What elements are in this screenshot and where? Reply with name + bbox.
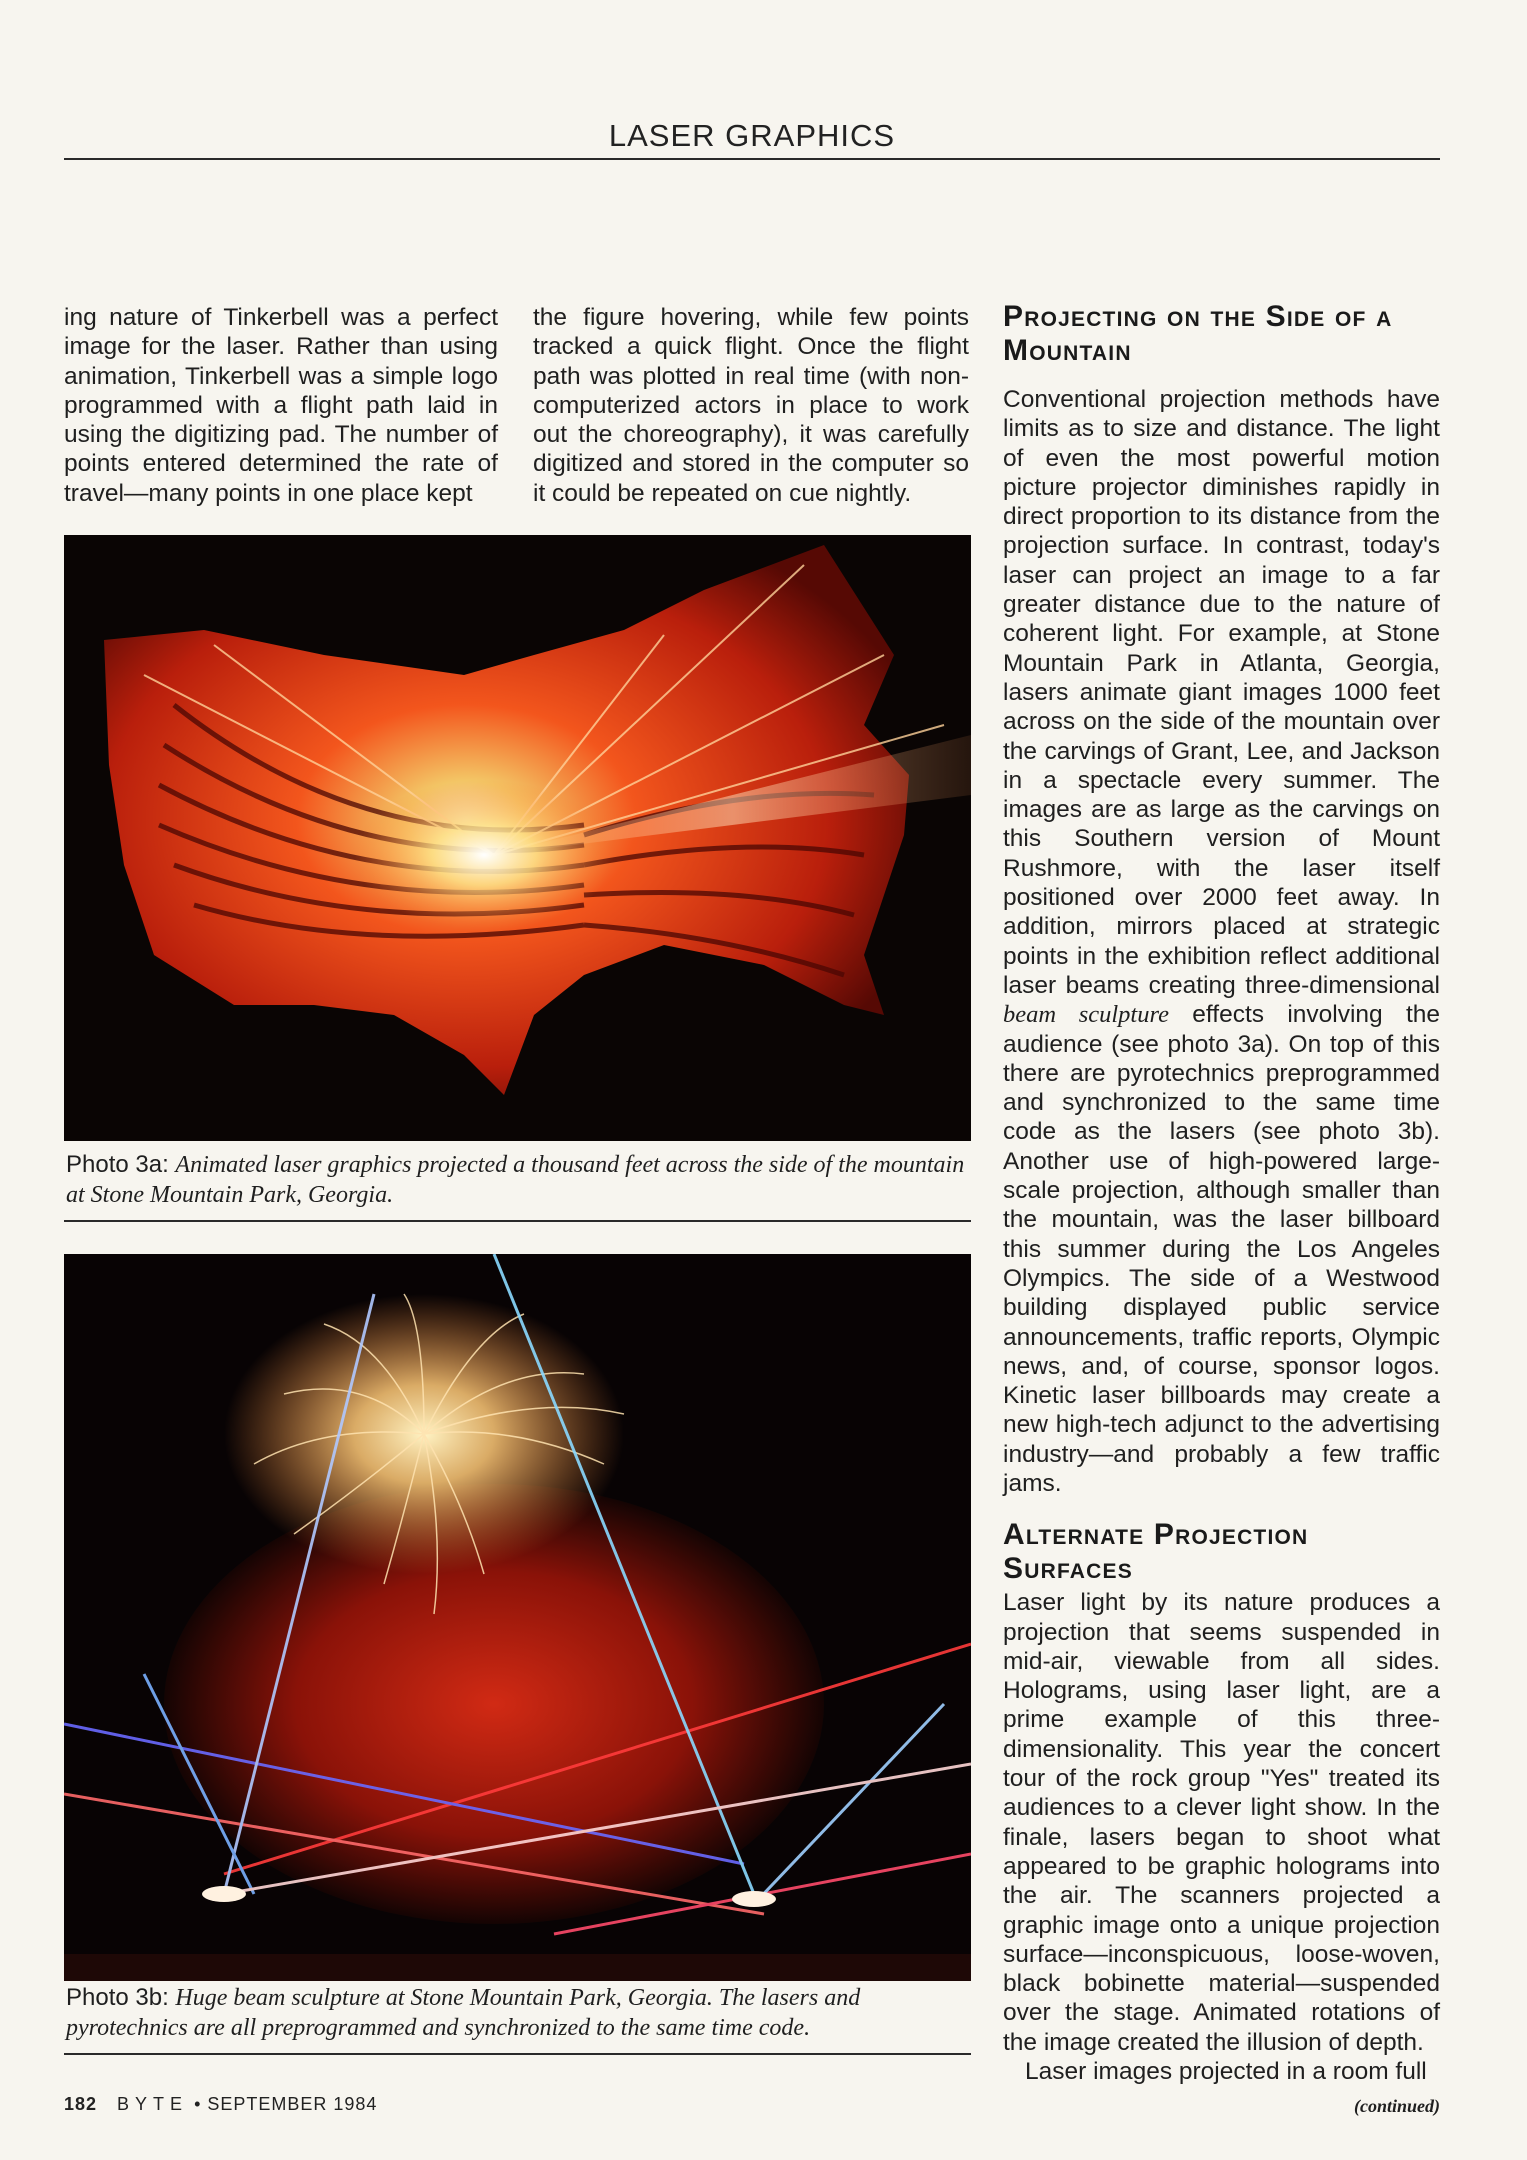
running-header: LASER GRAPHICS <box>608 118 896 153</box>
beam-sculpture-term: beam sculpture <box>1003 1001 1169 1029</box>
continued-note: (continued) <box>1353 2096 1440 2117</box>
photo-3a-caption-text: Animated laser graphics projected a thousand feet across the side of the mountain at Stone Mountain Park, Georgia. <box>66 1152 965 1208</box>
magazine-name: BYTE <box>117 2094 189 2114</box>
issue-date: SEPTEMBER 1984 <box>207 2094 378 2114</box>
column-2-text: the figure hovering, while few points tracked a quick flight. Once the flight path was plotted in real time (with non-computerized actors in place to work out the choreography), it was carefully digitized and stored in the computer so it could be repeated on cue nightly. <box>533 304 969 507</box>
photo-3a-rule <box>64 1220 971 1222</box>
photo-3a-label: Photo 3a: <box>66 1151 169 1178</box>
photo-3a-laser-map <box>64 535 971 1141</box>
photo-3b-caption <box>66 1983 966 2043</box>
section-heading-surfaces: Alternate Projection Surfaces <box>1003 1518 1309 1586</box>
paragraph-mountain-part-b: effects involving the audience (see photo 3a). On top of this there are pyrotechnics preprogrammed and synchronized to the same time code as the lasers (see photo 3b). Another use of high-powered large-scale projection, although smaller than the mountain, was the laser billboard this summer during the Los Angeles Olympics. The side of a Westwood building displayed public service announcements, traffic reports, Olympic news, and, of course, sponsor logos. Kinetic laser billboards may create a new high-tech adjunct to the advertising industry—and probably a few traffic jams. <box>1003 1001 1441 1497</box>
photo-3b-label: Photo 3b: <box>66 1984 169 2011</box>
section-heading-mountain: Projecting on the Side of a Mountain <box>1003 300 1393 367</box>
photo-3a-image <box>64 535 971 1141</box>
paragraph-surfaces: Laser light by its nature produces a projection that seems suspended in mid-air, viewable from all sides. Holograms, using laser light, are a prime example of this three-dimensionality. This year the concert tour of the rock group "Yes" treated its audiences to a clever light show. In the finale, lasers began to shoot what appeared to be graphic holograms into the air. The scanners projected a graphic image onto a unique projection surface—inconspicuous, loose-woven, black bobinette material—suspended over the stage. Animated rotations of the image created the illusion of depth. <box>1003 1589 1440 2056</box>
paragraph-room: Laser images projected in a room full <box>1025 2058 1427 2086</box>
column-1-text: ing nature of Tinkerbell was a perfect image for the laser. Rather than using animation, Tinkerbell was a simple logo programmed with a flight path laid in using the digitizing pad. The number of points entered determined the rate of travel—many points in one place kept <box>64 304 498 507</box>
page-footer: 182 BYTE • SEPTEMBER 1984 <box>64 2094 378 2114</box>
paragraph-mountain-part-a: Conventional projection methods have limits as to size and distance. The light of even the most powerful motion picture projector diminishes rapidly in direct proportion to its distance from the projection surface. In contrast, today's laser can project an image to a far greater distance due to the nature of coherent light. For example, at Stone Mountain Park in Atlanta, Georgia, lasers animate giant images 1000 feet across on the side of the mountain over the carvings of Grant, Lee, and Jackson in a spectacle every summer. The images are as large as the carvings on this Southern version of Mount Rushmore, with the laser itself positioned over 2000 feet away. In addition, mirrors placed at strategic points in the exhibition reflect additional laser beams creating three-dimensional <box>1003 386 1440 999</box>
photo-3b-caption-text: Huge beam sculpture at Stone Mountain Park, Georgia. The lasers and pyrotechnics are all preprogrammed and synchronized to the same time code. <box>66 1985 861 2041</box>
photo-3b-beam-sculpture <box>64 1254 971 1981</box>
page-number: 182 <box>64 2094 98 2114</box>
paragraph-mountain <box>1003 385 1440 1498</box>
column-3 <box>1003 300 1440 2122</box>
photo-3a-caption <box>66 1150 966 1210</box>
column-1 <box>64 303 498 508</box>
header-rule <box>64 158 1440 160</box>
column-2 <box>533 303 969 508</box>
photo-3b-rule <box>64 2053 971 2055</box>
photo-3b-image <box>64 1254 971 1981</box>
